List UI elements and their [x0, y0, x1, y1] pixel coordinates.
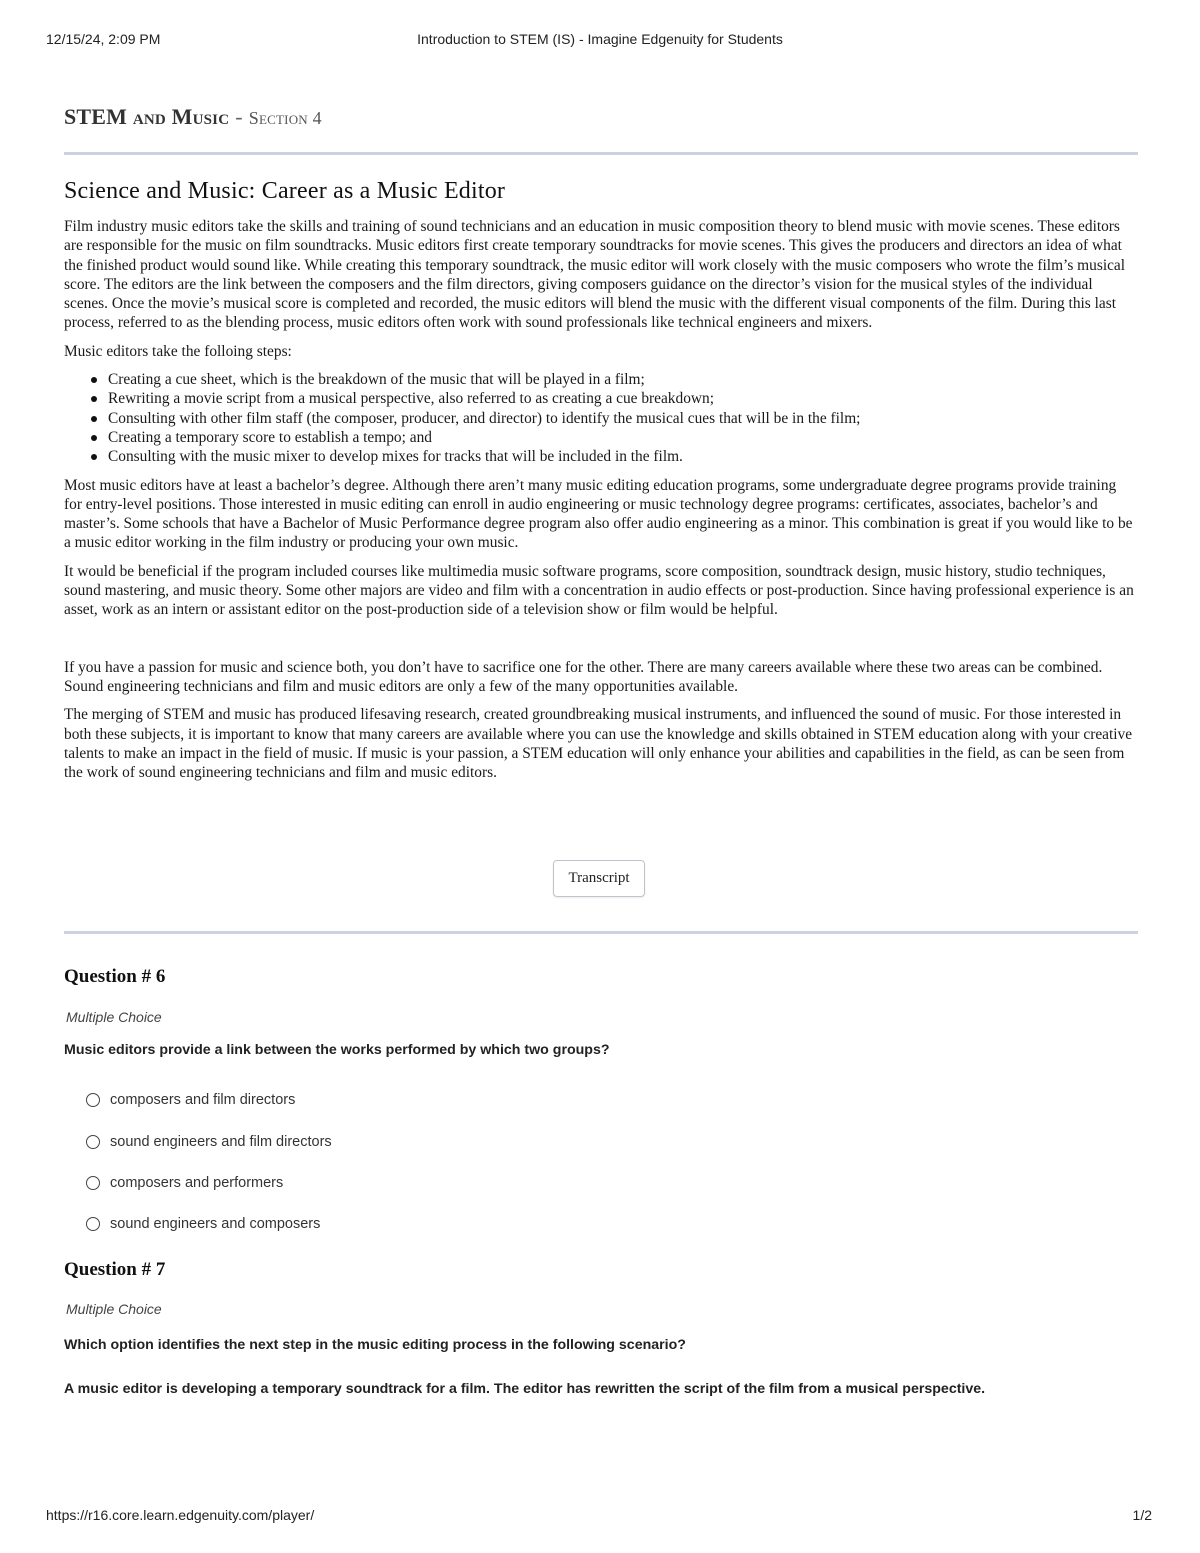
answer-choice[interactable]	[86, 1134, 332, 1150]
question-6	[64, 966, 1138, 1236]
article	[64, 178, 1136, 791]
divider	[64, 152, 1138, 155]
answer-choice[interactable]	[86, 1092, 295, 1108]
list-item: Creating a cue sheet, which is the breakdown of the music that will be played in a film;	[108, 370, 1136, 389]
divider	[64, 931, 1138, 934]
question-scenario: A music editor is developing a temporary soundtrack for a film. The editor has rewritten the script of the film from a musical perspective.	[64, 1381, 986, 1397]
print-page-number: 1/2	[1132, 1507, 1152, 1523]
choice-label: sound engineers and composers	[110, 1216, 321, 1232]
steps-list	[64, 370, 1136, 466]
question-7	[64, 1259, 1138, 1409]
radio-button[interactable]	[86, 1217, 100, 1231]
choice-label: composers and performers	[110, 1175, 284, 1191]
article-heading: Science and Music: Career as a Music Editor	[64, 178, 506, 204]
lesson-section: Section 4	[248, 108, 322, 128]
question-prompt: Music editors provide a link between the works performed by which two groups?	[64, 1042, 610, 1058]
lesson-title: STEM and Music	[64, 104, 230, 129]
article-paragraph: If you have a passion for music and science both, you don’t have to sacrifice one for the other. There are many careers available where these two areas can be combined. Sound engineering technicians and film and music editors are only a few of the many opportunities available.	[64, 658, 1103, 695]
radio-button[interactable]	[86, 1135, 100, 1149]
print-page-title: Introduction to STEM (IS) - Imagine Edgenuity for Students	[417, 31, 783, 47]
transcript-button[interactable]: Transcript	[553, 860, 645, 897]
question-title: Question # 6	[64, 966, 166, 987]
choice-label: composers and film directors	[110, 1092, 296, 1108]
question-type: Multiple Choice	[66, 1009, 162, 1025]
spacer	[64, 629, 1136, 658]
question-prompt: Which option identifies the next step in the music editing process in the following scenario?	[64, 1337, 686, 1353]
article-paragraph: Film industry music editors take the skills and training of sound technicians and an education in music composition theory to blend music with movie scenes. These editors are responsible for the music on film soundtracks. Music editors first create temporary soundtracks for movie scenes. This gives the producers and directors an idea of what the finished product would sound like. While creating this temporary soundtrack, the music editor will work closely with the music composers who wrote the film’s musical score. The editors are the link between the composers and the film directors, giving composers guidance on the director’s vision for the musical styles of the individual scenes. Once the movie’s musical score is completed and recorded, the music editors will blend the music with the different visual components of the film. During this last process, referred to as the blending process, music editors often work with sound professionals like technical engineers and mixers.	[64, 218, 1126, 332]
question-type: Multiple Choice	[66, 1301, 162, 1317]
print-date: 12/15/24, 2:09 PM	[46, 31, 161, 47]
list-item: Creating a temporary score to establish a tempo; and	[108, 428, 1136, 447]
article-paragraph: Music editors take the folloing steps:	[64, 342, 292, 360]
lesson-separator: -	[235, 104, 243, 129]
article-paragraph: Most music editors have at least a bachelor’s degree. Although there aren’t many music editing education programs, some undergraduate degree programs provide training for entry-level positions. Those interested in music editing can enroll in audio engineering or music technology degree programs: certificates, associates, bachelor’s and master’s. Some schools that have a Bachelor of Music Performance degree program also offer audio engineering as a minor. This combination is great if you would like to be a music editor working in the film industry or producing your own music.	[64, 476, 1133, 552]
article-paragraph: The merging of STEM and music has produced lifesaving research, created groundbreaking musical instruments, and influenced the sound of music. For those interested in both these subjects, it is important to know that many careers are available where you can use the knowledge and skills obtained in STEM education along with your creative talents to make an impact in the field of music. If music is your passion, a STEM education will only enhance your abilities and capabilities in the field, as can be seen from the work of sound engineering technicians and film and music editors.	[64, 706, 1133, 782]
answer-choice[interactable]	[86, 1216, 320, 1232]
article-paragraph: It would be beneficial if the program included courses like multimedia music software programs, score composition, soundtrack design, music history, studio techniques, sound mastering, and music theory. Some other majors are video and film with a concentration in audio effects or post-production. Since having professional experience is an asset, work as an intern or assistant editor on the post-production side of a television show or film would be helpful.	[64, 562, 1134, 619]
choice-label: sound engineers and film directors	[110, 1134, 332, 1150]
question-title: Question # 7	[64, 1259, 166, 1280]
radio-button[interactable]	[86, 1176, 100, 1190]
list-item: Consulting with other film staff (the composer, producer, and director) to identify the musical cues that will be in the film;	[108, 409, 1136, 428]
list-item: Rewriting a movie script from a musical perspective, also referred to as creating a cue breakdown;	[108, 389, 1136, 408]
radio-button[interactable]	[86, 1093, 100, 1107]
lesson-header	[64, 104, 322, 130]
print-url: https://r16.core.learn.edgenuity.com/player/	[46, 1507, 315, 1523]
answer-choice[interactable]	[86, 1175, 283, 1191]
list-item: Consulting with the music mixer to develop mixes for tracks that will be included in the film.	[108, 447, 1136, 466]
